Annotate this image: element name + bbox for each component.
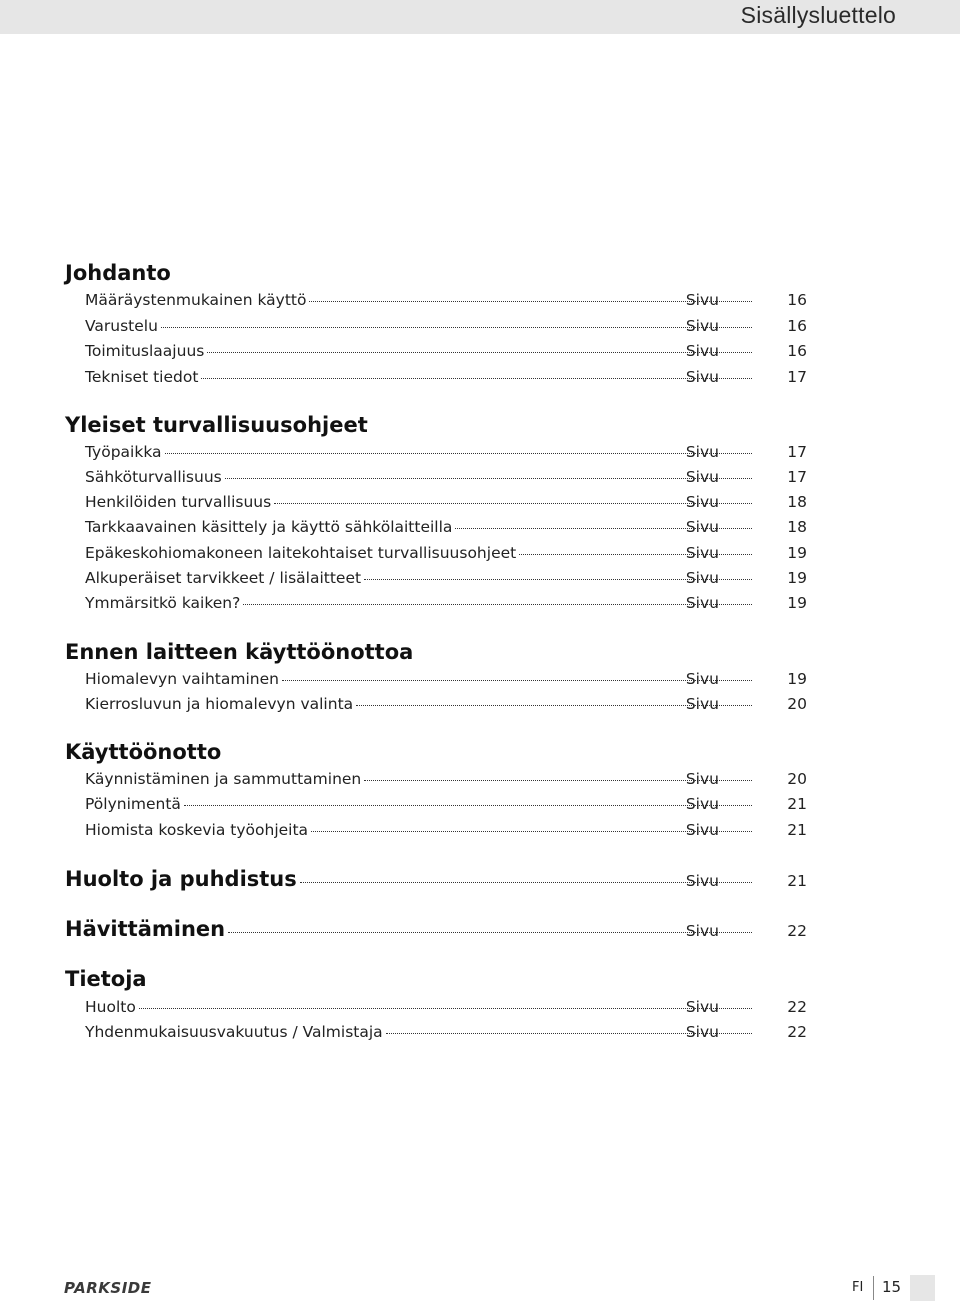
toc-entry[interactable]: [85, 289, 807, 311]
language-code: FI: [852, 1280, 864, 1295]
toc-entry-label: Hiomista koskevia työohjeita: [85, 821, 309, 839]
toc-entry[interactable]: [85, 567, 807, 589]
dot-leader: [228, 932, 752, 933]
parkside-logo: PARKSIDE: [64, 1279, 152, 1297]
toc-entry-sivu: Sivu: [685, 342, 719, 360]
toc-entry-page: 19: [787, 670, 807, 688]
toc-entry-sivu: Sivu: [685, 770, 719, 788]
toc-entry[interactable]: [85, 793, 807, 815]
toc-entry[interactable]: [85, 1021, 807, 1043]
dot-leader: [282, 680, 752, 681]
toc-entry-page: 17: [787, 368, 807, 386]
toc-entry-label: Työpaikka: [85, 443, 162, 461]
toc-entry[interactable]: [85, 668, 807, 690]
toc-entry-sivu: Sivu: [685, 998, 719, 1016]
dot-leader: [274, 503, 752, 504]
toc-entry-sivu: Sivu: [685, 695, 719, 713]
toc-entry-label: Käynnistäminen ja sammuttaminen: [85, 770, 362, 788]
toc-entry[interactable]: [85, 366, 807, 388]
toc-entry-page: 16: [787, 291, 807, 309]
section-heading: Tietoja: [65, 967, 147, 991]
dot-leader: [139, 1008, 752, 1009]
dot-leader: [225, 478, 752, 479]
toc-entry[interactable]: [85, 592, 807, 614]
dot-leader: [184, 805, 752, 806]
toc-entry-label: Pölynimentä: [85, 795, 181, 813]
toc-entry-page: 20: [787, 770, 807, 788]
toc-entry-page: 18: [787, 518, 807, 536]
toc-entry-label: Huolto ja puhdistus: [65, 867, 297, 891]
toc-entry[interactable]: [85, 441, 807, 463]
toc-entry-label: Määräystenmukainen käyttö: [85, 291, 307, 309]
toc-entry-label: Epäkeskohiomakoneen laitekohtaiset turvallisuusohjeet: [85, 544, 517, 562]
toc-entry-label: Alkuperäiset tarvikkeet / lisälaitteet: [85, 569, 362, 587]
dot-leader: [201, 378, 752, 379]
page-number: 15: [882, 1278, 902, 1296]
section-heading: Ennen laitteen käyttöönottoa: [65, 640, 414, 664]
toc-entry-sivu: Sivu: [685, 368, 719, 386]
dot-leader: [207, 352, 752, 353]
toc-entry-page: 22: [787, 1023, 807, 1041]
toc-entry-page: 16: [787, 317, 807, 335]
section-heading: Johdanto: [65, 261, 171, 285]
toc-entry-page: 18: [787, 493, 807, 511]
toc-entry[interactable]: [85, 340, 807, 362]
section-heading: Käyttöönotto: [65, 740, 222, 764]
toc-entry-sivu: Sivu: [685, 468, 719, 486]
toc-entry-page: 19: [787, 544, 807, 562]
toc-entry-page: 21: [787, 795, 807, 813]
toc-entry-label: Huolto: [85, 998, 136, 1016]
toc-entry[interactable]: [85, 819, 807, 841]
toc-entry-page: 19: [787, 594, 807, 612]
toc-entry-page: 16: [787, 342, 807, 360]
dot-leader: [161, 327, 752, 328]
toc-entry-label: Toimituslaajuus: [85, 342, 205, 360]
toc-entry-sivu: Sivu: [685, 493, 719, 511]
toc-entry-label: Tarkkaavainen käsittely ja käyttö sähkölaitteilla: [85, 518, 453, 536]
toc-entry[interactable]: [85, 996, 807, 1018]
toc-entry-sivu: Sivu: [685, 443, 719, 461]
toc-entry-sivu: Sivu: [685, 544, 719, 562]
page-title: Sisällysluettelo: [740, 2, 896, 28]
toc-entry-sivu: Sivu: [685, 795, 719, 813]
toc-entry-sivu: Sivu: [685, 872, 719, 890]
toc-entry[interactable]: [85, 542, 807, 564]
toc-entry-page: 17: [787, 443, 807, 461]
toc-entry-label: Hiomalevyn vaihtaminen: [85, 670, 279, 688]
toc-entry-label: Kierrosluvun ja hiomalevyn valinta: [85, 695, 354, 713]
footer-tab: [910, 1275, 935, 1301]
section-heading: Yleiset turvallisuusohjeet: [65, 413, 368, 437]
toc-entry-sivu: Sivu: [685, 922, 719, 940]
toc-entry-label: Varustelu: [85, 317, 158, 335]
dot-leader: [300, 882, 752, 883]
toc-entry-label: Henkilöiden turvallisuus: [85, 493, 272, 511]
toc-entry-major[interactable]: [65, 916, 807, 942]
toc-entry-sivu: Sivu: [685, 1023, 719, 1041]
toc-entry-sivu: Sivu: [685, 670, 719, 688]
toc-entry[interactable]: [85, 315, 807, 337]
toc-entry-page: 21: [787, 821, 807, 839]
toc-entry-page: 19: [787, 569, 807, 587]
header-bar: [0, 0, 960, 34]
toc-entry-sivu: Sivu: [685, 594, 719, 612]
toc-entry-page: 21: [787, 872, 807, 890]
toc-entry[interactable]: [85, 491, 807, 513]
toc-entry-label: Tekniset tiedot: [85, 368, 199, 386]
toc-entry-sivu: Sivu: [685, 569, 719, 587]
toc-entry-label: Hävittäminen: [65, 917, 226, 941]
toc-entry-label: Sähköturvallisuus: [85, 468, 222, 486]
dot-leader: [165, 453, 752, 454]
dot-leader: [243, 604, 752, 605]
toc-entry-sivu: Sivu: [685, 518, 719, 536]
toc-entry[interactable]: [85, 693, 807, 715]
toc-entry-label: Yhdenmukaisuusvakuutus / Valmistaja: [85, 1023, 383, 1041]
toc-entry-sivu: Sivu: [685, 291, 719, 309]
toc-entry-page: 20: [787, 695, 807, 713]
toc-entry-page: 17: [787, 468, 807, 486]
toc-entry-sivu: Sivu: [685, 317, 719, 335]
toc-entry-label: Ymmärsitkö kaiken?: [85, 594, 241, 612]
toc-entry-page: 22: [787, 922, 807, 940]
toc-entry-sivu: Sivu: [685, 821, 719, 839]
toc-entry[interactable]: [85, 466, 807, 488]
toc-entry[interactable]: [85, 768, 807, 790]
toc-entry-page: 22: [787, 998, 807, 1016]
toc-entry[interactable]: [85, 516, 807, 538]
toc-entry-major[interactable]: [65, 866, 807, 892]
footer-divider: [873, 1276, 874, 1300]
